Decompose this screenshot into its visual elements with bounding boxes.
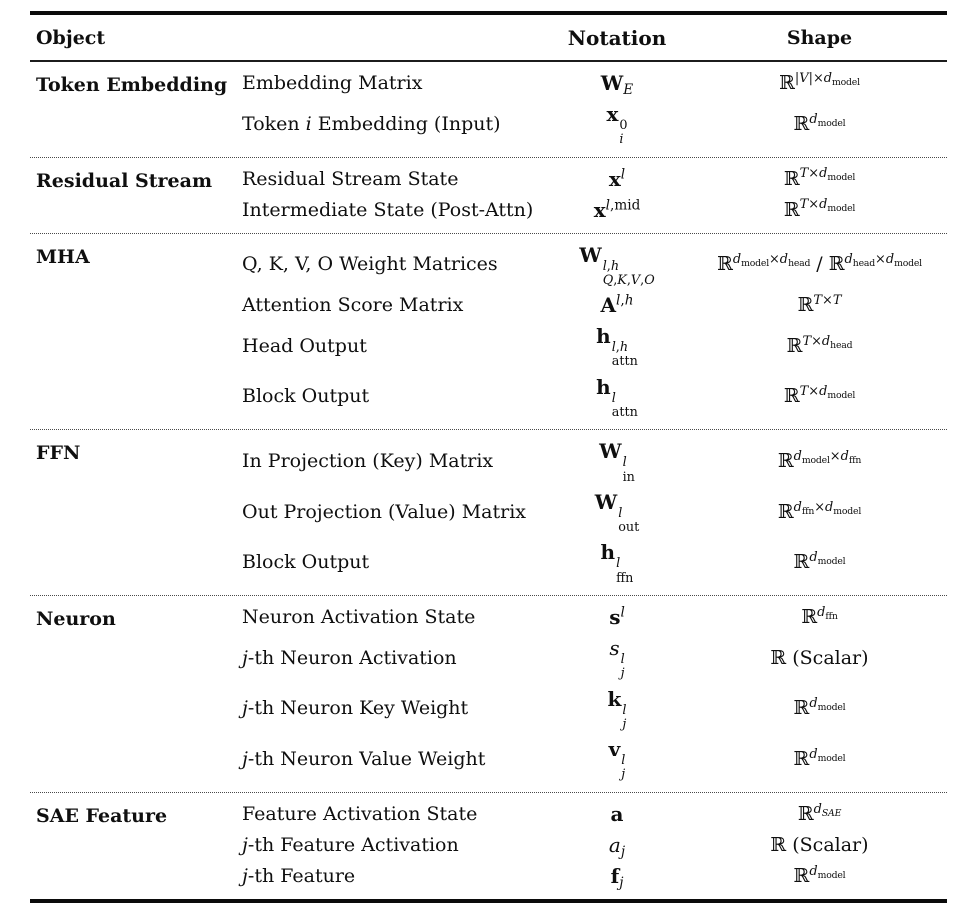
table-group	[30, 792, 947, 899]
group-rows	[242, 164, 947, 226]
table-row	[242, 436, 947, 487]
group-object-label: SAE Feature	[36, 804, 168, 827]
header-notation: Notation	[567, 25, 667, 50]
row-notation: W l in	[599, 439, 635, 485]
table-group	[30, 595, 947, 792]
row-description: Residual Stream State	[242, 167, 459, 190]
row-notation: $W_E$	[600, 71, 634, 99]
row-shape: ℝ$^{d_{model}}$	[793, 111, 846, 135]
row-description: Intermediate State (Post-Attn)	[242, 198, 534, 221]
table-header-row	[30, 15, 947, 62]
row-shape: ℝ$^{d_{model}}$	[793, 746, 846, 770]
table-row	[242, 164, 947, 195]
row-notation: a	[610, 802, 624, 827]
table-row	[242, 372, 947, 423]
table-group	[30, 62, 947, 157]
notation-table	[30, 11, 947, 903]
row-description: Embedding Matrix	[242, 71, 423, 94]
row-description: j-th Neuron Value Weight	[242, 747, 486, 770]
row-notation: $x^{l,mid}$	[593, 197, 641, 222]
row-shape: ℝ$^{T\times d_{head}}$	[786, 333, 853, 357]
row-description: Head Output	[242, 334, 367, 357]
group-rows	[242, 240, 947, 423]
table-body	[30, 62, 947, 899]
group-object-label: Token Embedding	[36, 74, 228, 96]
row-shape: ℝ$^{d_{model}\times d_{head}}$ / ℝ$^{d_{head}\times d_{model}}$	[717, 252, 922, 276]
row-shape: ℝ$^{T\times T}$	[797, 293, 842, 317]
header-object: Object	[36, 26, 106, 49]
row-description: Neuron Activation State	[242, 606, 476, 628]
row-description: j-th Neuron Key Weight	[242, 697, 469, 720]
row-shape: ℝ$^{d_{model}}$	[793, 696, 846, 720]
row-notation: h l ffn	[600, 540, 634, 586]
row-notation: W l,h Q,K,V,O	[579, 242, 655, 288]
row-shape: ℝ$^{d_{SAE}}$	[797, 801, 842, 825]
table-group	[30, 233, 947, 430]
table-row	[242, 734, 947, 785]
table-row	[242, 195, 947, 226]
group-object-label: FFN	[36, 442, 81, 465]
row-notation: k l j	[607, 686, 627, 732]
row-notation: s l j	[609, 636, 625, 682]
row-description: j-th Feature Activation	[242, 833, 459, 856]
table-row	[242, 290, 947, 321]
row-description: Feature Activation State	[242, 802, 478, 825]
row-notation: $a_j$	[608, 833, 626, 861]
row-shape: ℝ$^{d_{model}\times d_{ffn}}$	[777, 448, 862, 473]
table-row	[242, 602, 947, 633]
row-description: Block Output	[242, 385, 370, 408]
group-rows	[242, 799, 947, 892]
table-row	[242, 487, 947, 538]
row-shape: ℝ$^{T\times d_{model}}$	[783, 166, 856, 190]
table-row	[242, 240, 947, 291]
row-shape: ℝ$^{T\times d_{model}}$	[783, 197, 856, 221]
table-row	[242, 830, 947, 861]
row-shape: ℝ$^{d_{model}}$	[793, 863, 846, 887]
group-rows	[242, 68, 947, 150]
row-notation: h l attn	[596, 374, 638, 420]
group-rows	[242, 436, 947, 588]
row-description: j-th Neuron Activation	[242, 646, 457, 669]
table-row	[242, 799, 947, 830]
row-description: j-th Feature	[242, 864, 356, 887]
table-row	[242, 68, 947, 99]
table-row	[242, 99, 947, 150]
group-object-label: MHA	[36, 245, 90, 268]
row-description: Attention Score Matrix	[242, 294, 464, 317]
row-notation: v l j	[608, 737, 626, 783]
row-description: Token i Embedding (Input)	[242, 112, 501, 135]
row-notation: $f_j$	[610, 864, 624, 892]
table-row	[242, 537, 947, 588]
group-object-label: Residual Stream	[36, 169, 213, 192]
row-description: Q, K, V, O Weight Matrices	[242, 253, 498, 276]
row-notation: h l,h attn	[596, 324, 638, 370]
table-row	[242, 633, 947, 684]
row-description: Out Projection (Value) Matrix	[242, 500, 527, 523]
row-description: In Projection (Key) Matrix	[242, 450, 494, 473]
table-row	[242, 684, 947, 735]
row-shape: ℝ$^{d_{ffn}\times d_{model}}$	[777, 499, 862, 523]
row-shape: ℝ$^{|V|\times d_{model}}$	[779, 70, 860, 94]
row-description: Block Output	[242, 551, 370, 574]
row-shape: ℝ (Scalar)	[770, 833, 869, 856]
group-object-label: Neuron	[36, 608, 116, 631]
row-shape: ℝ (Scalar)	[770, 646, 869, 669]
row-notation: x 0 i	[606, 102, 628, 148]
row-notation: $x^l$	[608, 166, 626, 191]
row-notation: $s^l$	[609, 604, 625, 630]
row-shape: ℝ$^{d_{ffn}}$	[801, 604, 838, 628]
header-shape: Shape	[786, 26, 853, 49]
table-group	[30, 157, 947, 233]
row-shape: ℝ$^{T\times d_{model}}$	[783, 384, 856, 408]
row-shape: ℝ$^{d_{model}}$	[793, 550, 846, 574]
table-row	[242, 861, 947, 892]
table-group	[30, 429, 947, 595]
row-notation: W l out	[594, 489, 640, 536]
row-notation: A$^{l,h}$	[600, 292, 634, 318]
group-rows	[242, 602, 947, 785]
table-row	[242, 321, 947, 372]
